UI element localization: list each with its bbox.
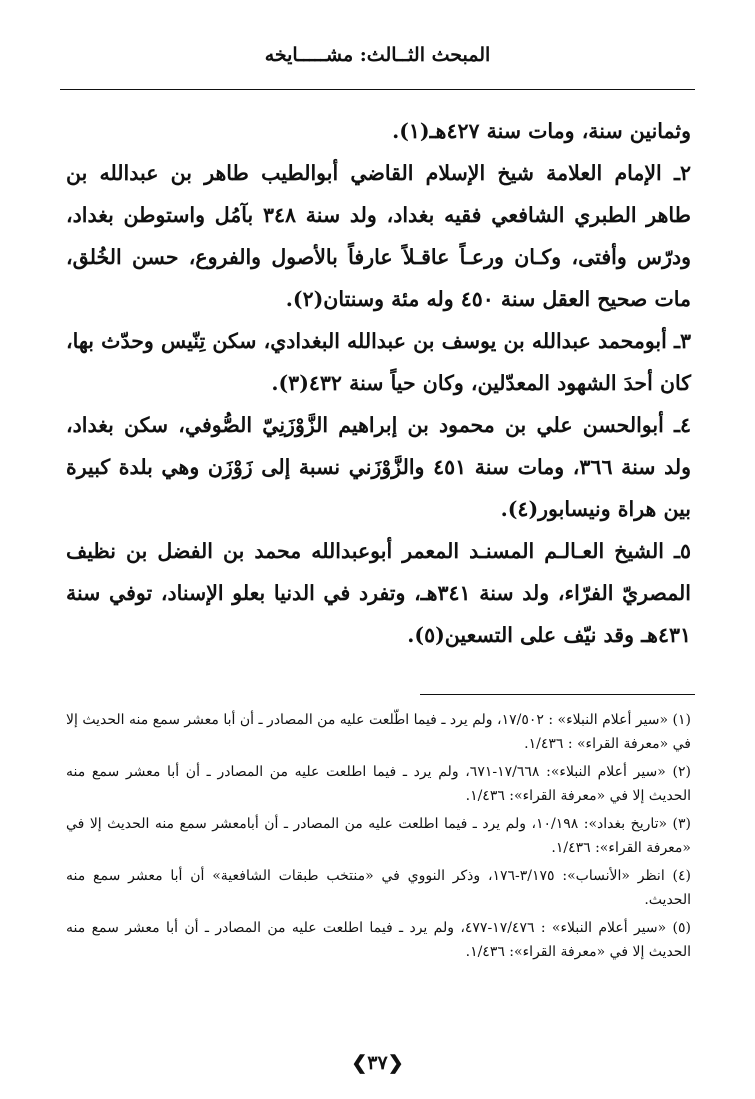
paragraph-3: ٣ـ أبومحمد عبدالله بن يوسف بن عبدالله البغدادي، سكن تِنّيس وحدّث بها، كان أحدَ الشهود المعدّلين، وكان حياً سنة ٤٣٢(٣). xyxy=(66,329,691,395)
header-divider xyxy=(60,89,695,90)
page-number xyxy=(0,1052,755,1074)
footnote-2: (٢) «سير أعلام النبلاء»: ١٧/٦٦٨-٦٧١، ولم يرد ـ فيما اطلعت عليه من المصادر ـ أن أبا معشر سمع منه الحديث إلا في «معرفة القراء»: ١/٤٣٦. xyxy=(66,764,691,804)
footnote-3: (٣) «تاريخ بغداد»: ١٠/١٩٨، ولم يرد ـ فيما اطلعت عليه من المصادر ـ أن أبامعشر سمع منه الحديث إلا في «معرفة القراء»: ١/٤٣٦. xyxy=(66,816,692,856)
paragraph-4: ٤ـ أبوالحسن علي بن محمود بن إبراهيم الزَّوْزَنِيّ الصُّوفي، سكن بغداد، ولد سنة ٣٦٦، ومات سنة ٤٥١ والزَّوْزَني نسبة إلى زَوْزَن وهي بلدة كبيرة بين هراة ونيسابور(٤). xyxy=(66,413,691,521)
page-number-ornament-left: ❮ xyxy=(351,1052,368,1074)
footnotes xyxy=(66,708,691,968)
page-number-ornament-right: ❯ xyxy=(387,1052,404,1074)
footnote-4: (٤) انظر «الأنساب»: ٣/١٧٥-١٧٦، وذكر النووي في «منتخب طبقات الشافعية» أن أبا معشر سمع منه الحديث. xyxy=(66,868,691,908)
paragraph-2: ٢ـ الإمام العلامة شيخ الإسلام القاضي أبوالطيب طاهر بن عبدالله بن طاهر الطبري الشافعي فقيه بغداد، ولد سنة ٣٤٨ بآمُل واستوطن بغداد، ودرّس وأفتى، وكـان ورعـاً عاقـلاً عارفاً بالأصول والفروع، حسن الخُلق، مات صحيح العقل سنة ٤٥٠ وله مئة وسنتان(٢). xyxy=(66,161,691,311)
footnote-divider xyxy=(420,694,695,695)
running-title: المبحث الثــالث: مشـــــايخه xyxy=(264,44,491,66)
paragraph-5: ٥ـ الشيخ العـالـم المسنـد المعمر أبوعبدالله محمد بن الفضل بن نظيف المصريّ الفرّاء، ولد سنة ٣٤١هـ، وتفرد في الدنيا بعلو الإسناد، توفي سنة ٤٣١هـ وقد نيّف على التسعين(٥). xyxy=(66,539,691,647)
footnote-5: (٥) «سير أعلام النبلاء» : ١٧/٤٧٦-٤٧٧، ولم يرد ـ فيما اطلعت عليه من المصادر ـ أن أبا معشر سمع منه الحديث إلا في «معرفة القراء»: ١/٤٣٦. xyxy=(66,920,692,960)
footnote-1: (١) «سير أعلام النبلاء» : ١٧/٥٠٢، ولم يرد ـ فيما اطّلعت عليه من المصادر ـ أن أبا معشر سمع منه الحديث إلا في «معرفة القراء» : ١/٤٣٦. xyxy=(66,712,691,752)
main-text xyxy=(66,110,691,656)
paragraph-1: وثمانين سنة، ومات سنة ٤٢٧هـ(١). xyxy=(392,119,691,143)
page-number-value: ٣٧ xyxy=(367,1052,388,1074)
